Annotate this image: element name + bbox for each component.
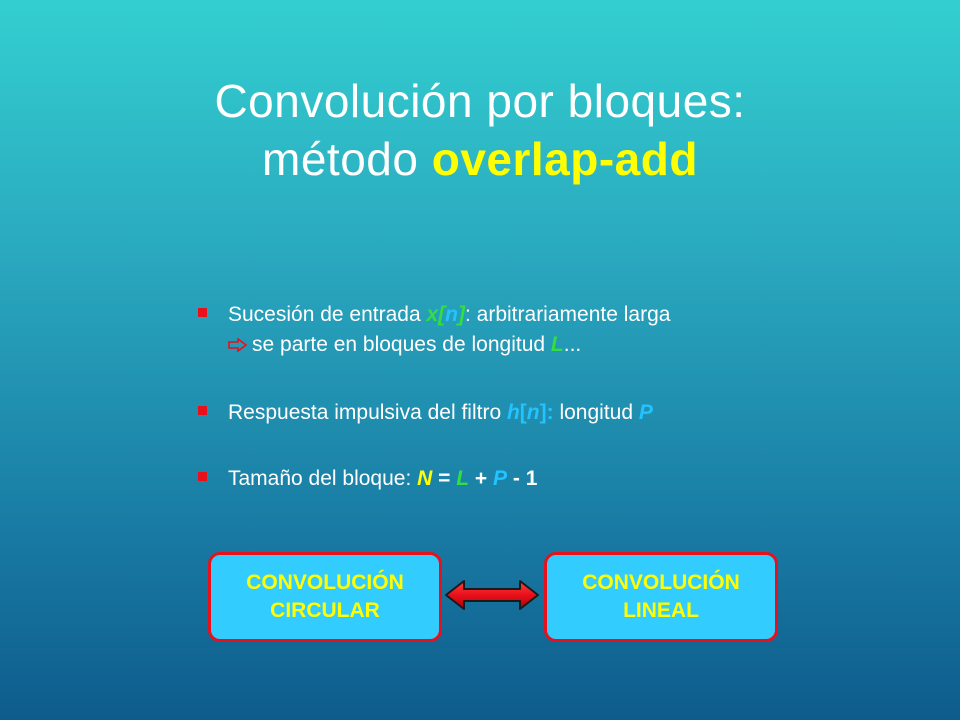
bullet-2-line xyxy=(228,398,653,428)
var-n: n xyxy=(445,303,458,326)
bullet-3-text-a: Tamaño del bloque: xyxy=(228,467,418,490)
bullet-2-text-a: Respuesta impulsiva del filtro xyxy=(228,401,507,424)
bullet-2-text-b: longitud xyxy=(553,401,639,424)
bullet-1-line-1 xyxy=(228,300,670,330)
box-right-line-1: CONVOLUCIÓN xyxy=(582,571,740,594)
var-h-close: ]: xyxy=(539,401,554,424)
minus-one: - 1 xyxy=(507,467,538,490)
bullet-1-ellipsis: ... xyxy=(563,333,582,356)
double-headed-arrow-icon xyxy=(444,578,540,612)
square-bullet-icon xyxy=(198,308,207,317)
slide-title xyxy=(0,72,960,188)
var-L: L xyxy=(456,467,470,490)
var-P: P xyxy=(493,467,508,490)
plus-sign: + xyxy=(469,467,494,490)
equals-sign: = xyxy=(432,467,457,490)
var-n: n xyxy=(526,401,540,424)
bullet-1-text-b: : arbitrariamente larga xyxy=(465,303,671,326)
var-L: L xyxy=(550,333,564,356)
title-line-2 xyxy=(0,130,960,188)
bullet-1-line-2-text: se parte en bloques de longitud xyxy=(252,333,551,356)
bullet-1-line-2 xyxy=(228,330,581,360)
title-line-2-prefix: método xyxy=(262,133,432,185)
var-x-open: x[ xyxy=(426,303,446,326)
circular-convolution-box xyxy=(208,552,442,642)
bullet-1-text-a: Sucesión de entrada xyxy=(228,303,427,326)
square-bullet-icon xyxy=(198,472,207,481)
box-left-line-1: CONVOLUCIÓN xyxy=(246,571,404,594)
hollow-right-arrow-icon xyxy=(228,333,248,356)
linear-convolution-box xyxy=(544,552,778,642)
var-P: P xyxy=(638,401,653,424)
box-right-line-2: LINEAL xyxy=(623,599,699,622)
var-h: h xyxy=(506,401,520,424)
title-highlight: overlap-add xyxy=(431,133,698,185)
bullet-3-line xyxy=(228,464,537,494)
box-left-line-2: CIRCULAR xyxy=(270,599,380,622)
var-h-open: [ xyxy=(519,401,527,424)
var-x-close: ] xyxy=(458,303,465,326)
square-bullet-icon xyxy=(198,406,207,415)
var-N: N xyxy=(417,467,433,490)
title-line-1: Convolución por bloques: xyxy=(214,75,746,127)
